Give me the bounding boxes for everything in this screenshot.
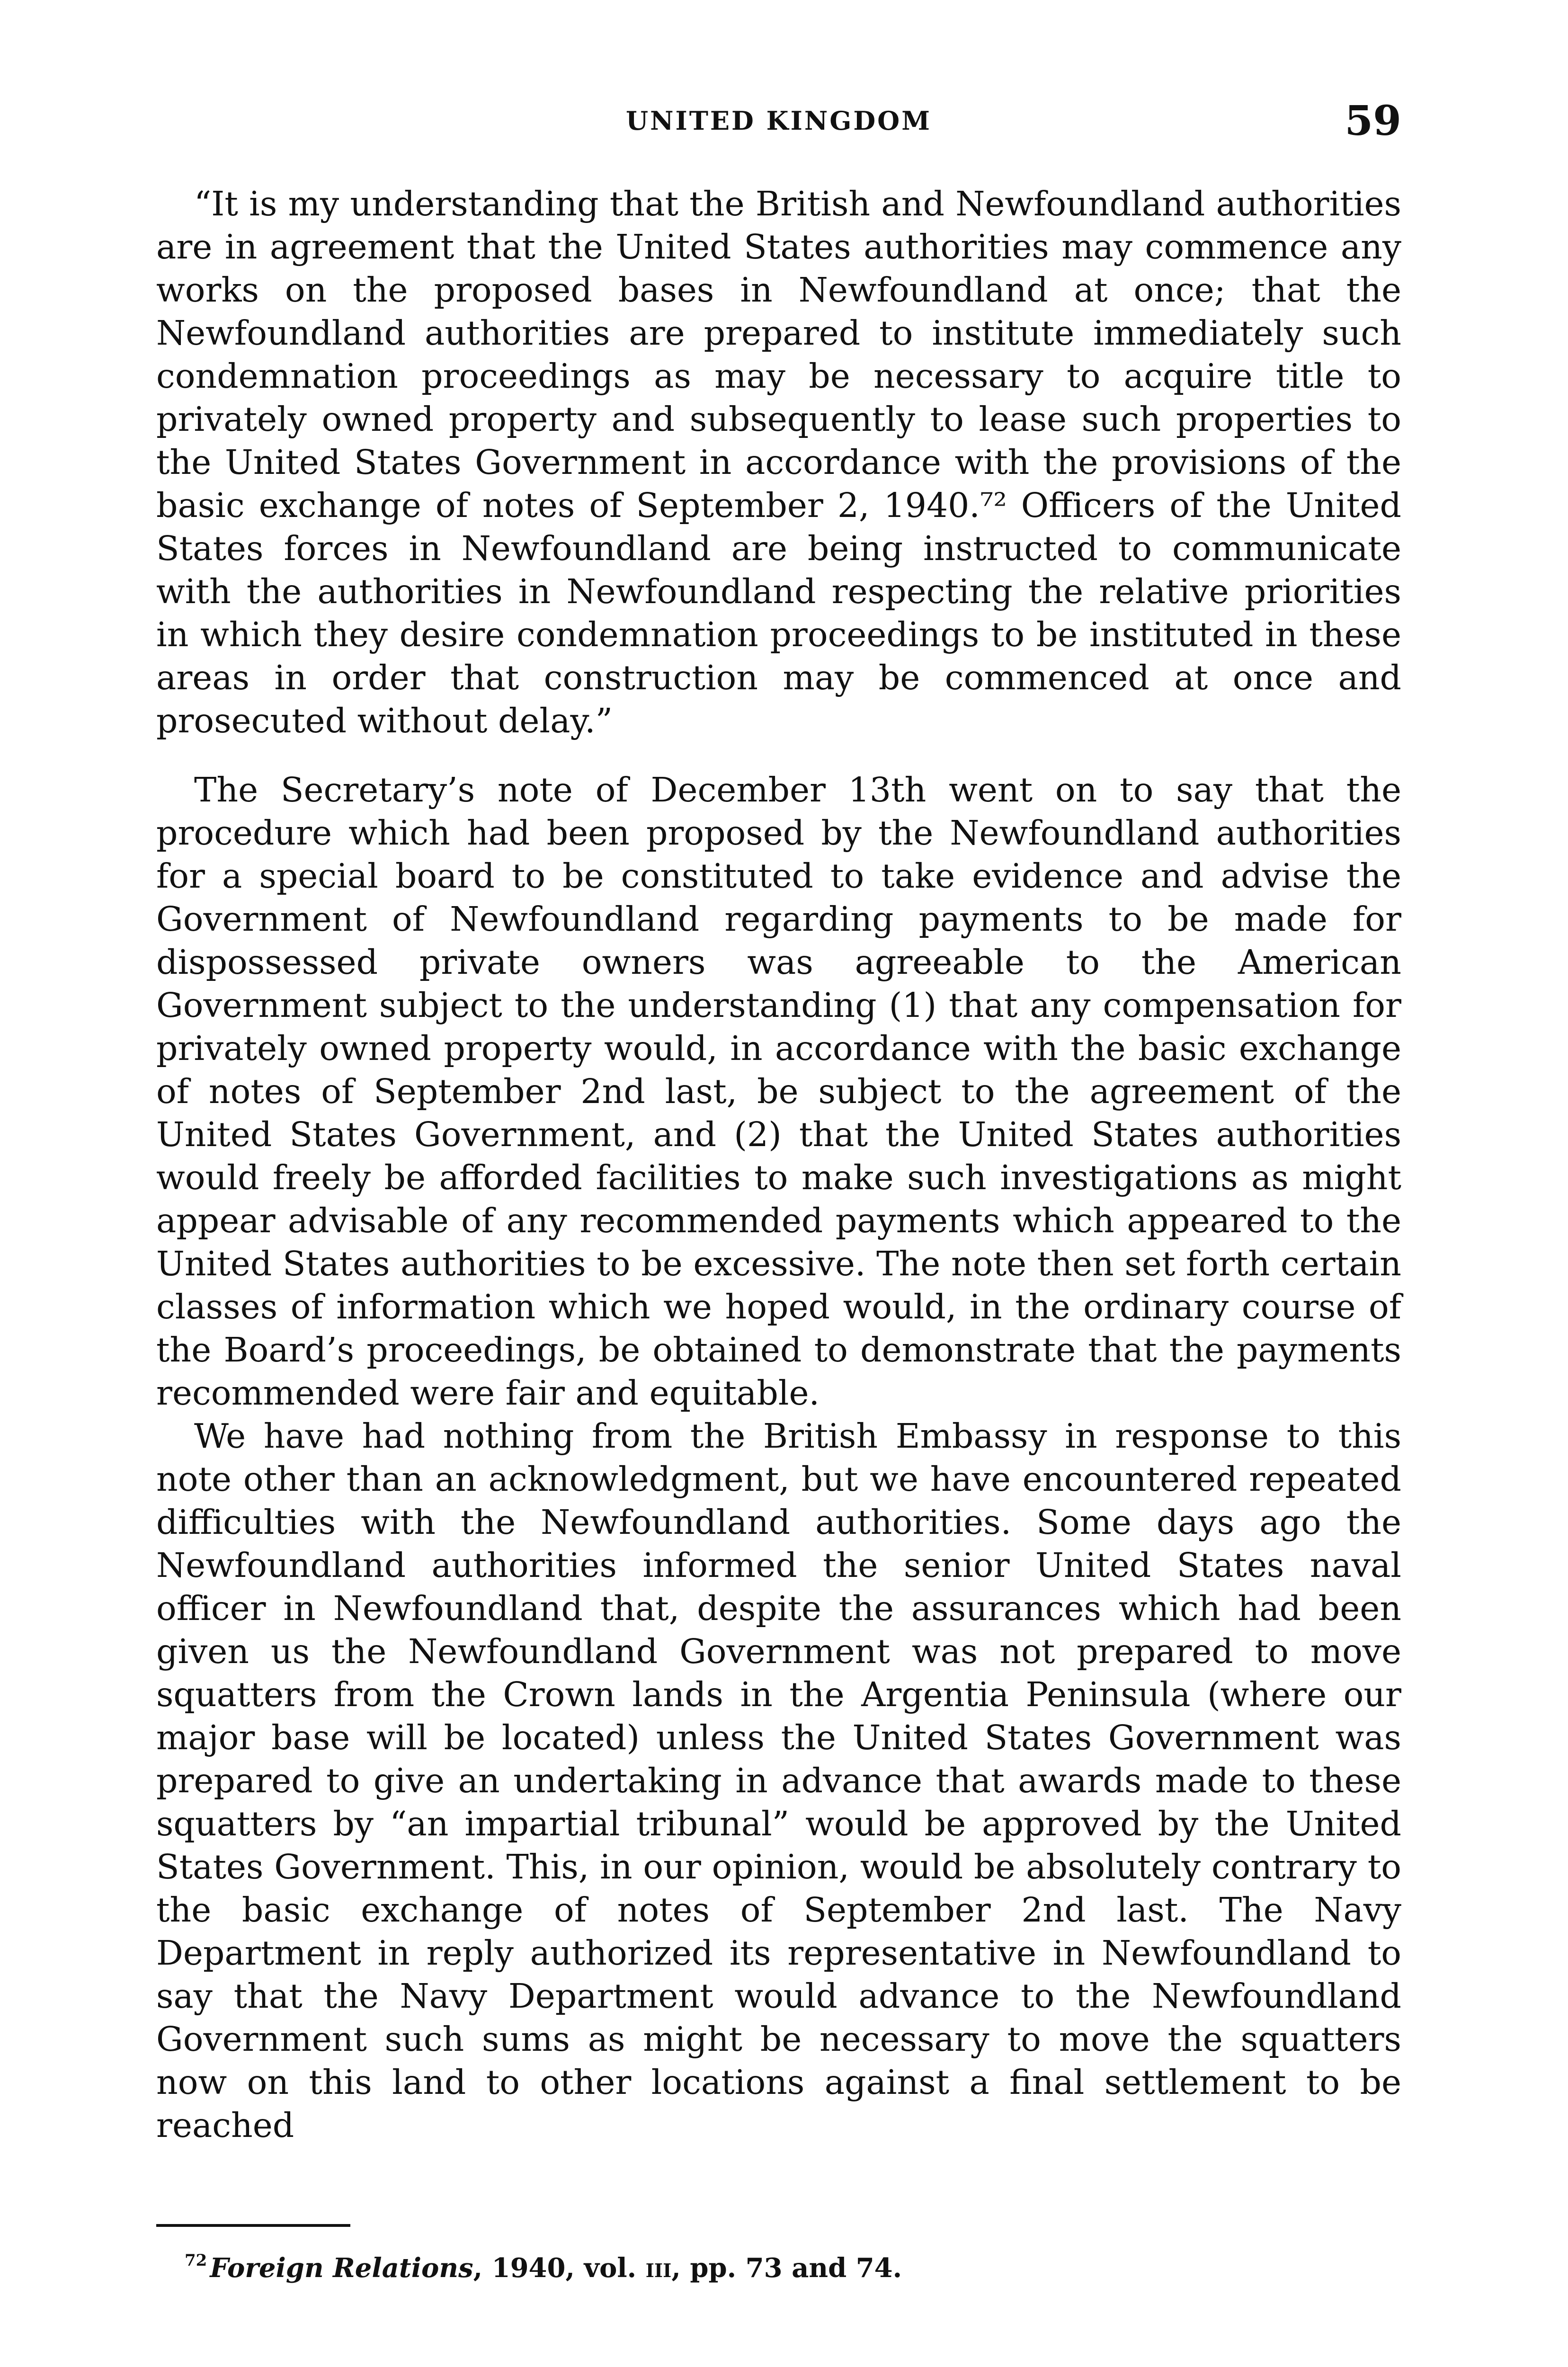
body-text	[156, 182, 1401, 2147]
paragraph-secretary-note: The Secretary’s note of December 13th went on to say that the procedure which had been proposed by the Newfoundland authorities for a special board to be constituted to take evidence and advise the Government of Newfoundland regarding payments to be made for dispossessed private owners was agreeable to the American Government subject to the understanding (1) that any compensation for privately owned property would, in accordance with the basic exchange of notes of September 2nd last, be subject to the agreement of the United States Government, and (2) that the United States authorities would freely be afforded facilities to make such investigations as might appear advisable of any recommended payments which appeared to the United States authorities to be excessive. The note then set forth certain classes of information which we hoped would, in the ordinary course of the Board’s proceedings, be obtained to demonstrate that the payments recommended were fair and equitable.	[156, 770, 1401, 1413]
footnote-pages: , pp. 73 and 74.	[671, 2252, 902, 2284]
page-number: 59	[1345, 97, 1401, 145]
footnote-marker: 72	[185, 2251, 207, 2270]
paragraph-newfoundland-difficulties: We have had nothing from the British Embassy in response to this note other than an acknowledgment, but we have encountered repeated difficulties with the Newfoundland authorities. Some days ago the Newfoundland authorities informed the senior United States naval officer in Newfoundland that, despite the assurances which had been given us the Newfoundland Government was not prepared to move squatters from the Crown lands in the Argentia Peninsula (where our major base will be located) unless the United States Government was prepared to give an undertaking in advance that awards made to these squatters by “an impartial tribunal” would be approved by the United States Government. This, in our opinion, would be absolutely contrary to the basic exchange of notes of September 2nd last. The Navy Department in reply authorized its representative in Newfoundland to say that the Navy Department would advance to the Newfoundland Government such sums as might be necessary to move the squatters now on this land to other locations against a final settlement to be reached	[156, 1416, 1401, 2145]
running-header	[156, 97, 1401, 149]
running-title: UNITED KINGDOM	[626, 106, 932, 136]
footnote-source-title: Foreign Relations	[210, 2252, 473, 2284]
quoted-paragraph: “It is my understanding that the British and Newfoundland authorities are in agreement that the United States authorities may commence any works on the proposed bases in Newfoundland at once; that the Newfoundland authorities are prepared to institute immediately such condemnation proceedings as may be necessary to acquire title to privately owned property and subsequently to lease such properties to the United States Government in accordance with the provisions of the basic exchange of notes of September 2, 1940.⁷² Officers of the United States forces in Newfoundland are being instructed to communicate with the authorities in Newfoundland respecting the relative priorities in which they desire condemnation proceedings to be instituted in these areas in order that construction may be commenced at once and prosecuted without delay.”	[156, 184, 1401, 740]
footnote-rule	[156, 2224, 350, 2227]
footnote-citation: , 1940, vol.	[473, 2252, 646, 2284]
footnote-volume: iii	[645, 2252, 672, 2284]
footnote	[185, 2244, 902, 2285]
